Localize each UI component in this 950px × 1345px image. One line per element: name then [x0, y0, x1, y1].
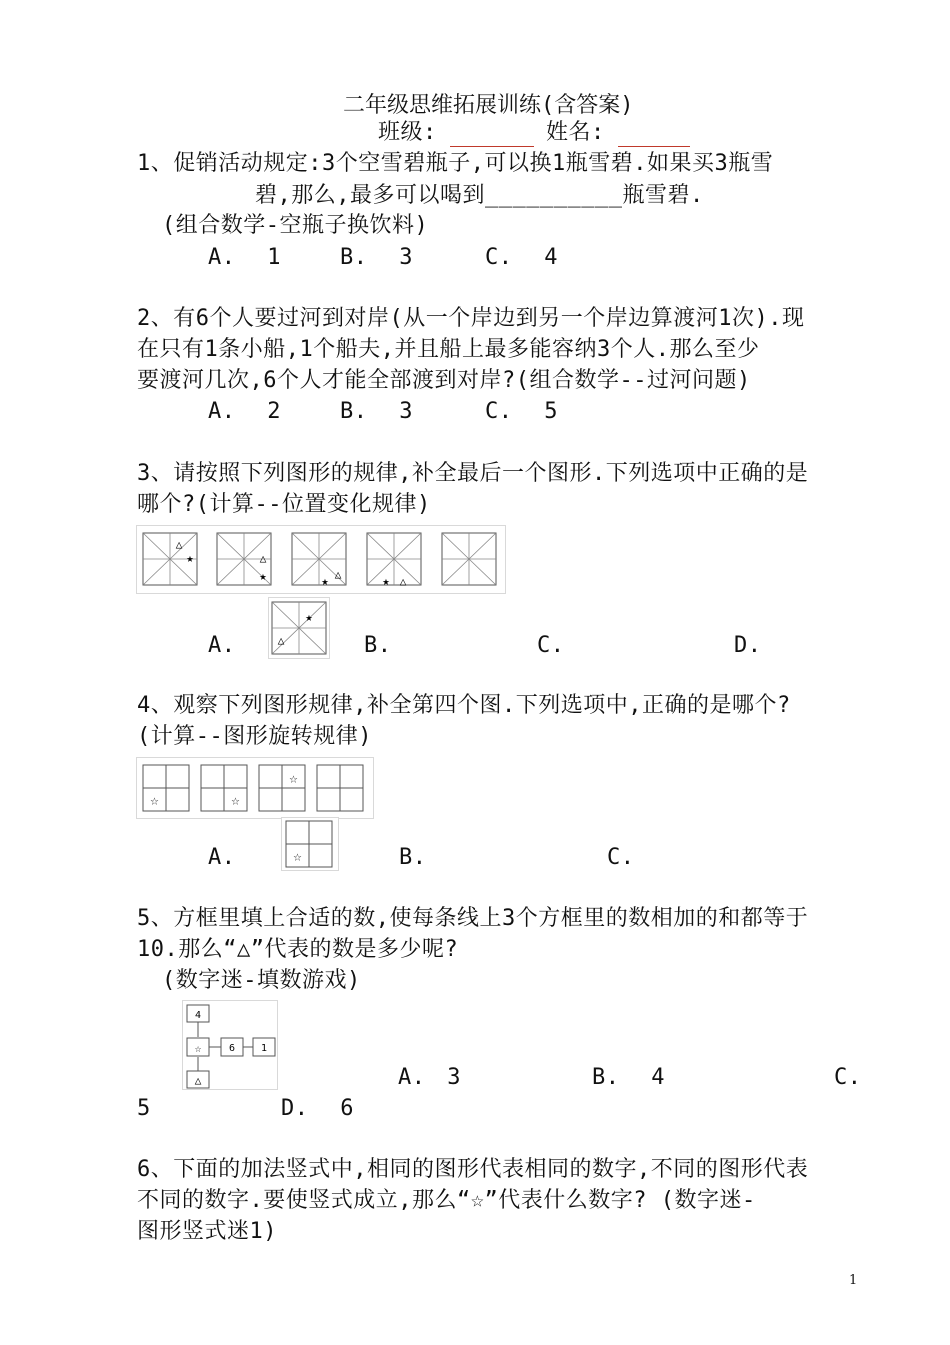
option-value: 3 [399, 245, 413, 270]
q3-option-a-svg [269, 598, 329, 658]
class-label: 班级: [378, 120, 437, 145]
page-number: 1 [849, 1273, 858, 1288]
option-value: 4 [544, 245, 558, 270]
option-label: A. [208, 399, 236, 424]
q4-line2: (计算--图形旋转规律) [137, 724, 372, 749]
q1-option-c[interactable] [485, 242, 558, 274]
q3-option-b[interactable]: B. [364, 633, 392, 658]
q5-option-c[interactable] [834, 1062, 862, 1094]
q5-box-right: 1 [260, 1043, 268, 1054]
q3-pattern-svg [137, 526, 505, 593]
q4-option-b[interactable]: B. [399, 845, 427, 870]
option-label: C. [485, 399, 513, 424]
q3-pattern-cell-2 [217, 533, 271, 585]
q4-line1: 4、观察下列图形规律,补全第四个图.下列选项中,正确的是哪个? [137, 693, 791, 718]
q3-pattern-cell-1 [143, 533, 197, 585]
q4-option-c[interactable]: C. [607, 845, 635, 870]
option-value: 4 [651, 1065, 665, 1090]
q5-line2: 10.那么“△”代表的数是多少呢? [137, 937, 459, 962]
option-value: 3 [399, 399, 413, 424]
star-icon: ★ [321, 574, 329, 588]
q5-box-center: ☆ [194, 1042, 202, 1055]
q3-option-a-figure[interactable] [268, 597, 330, 659]
q5-number-svg [183, 1001, 277, 1089]
q4-option-a-svg [282, 818, 338, 870]
class-blank[interactable] [450, 134, 534, 147]
q3-pattern-cell-3 [292, 533, 346, 588]
q3-option-c[interactable]: C. [537, 633, 565, 658]
option-label: A. [208, 245, 236, 270]
q3-line2: 哪个?(计算--位置变化规律) [137, 492, 431, 517]
option-value: 6 [340, 1096, 354, 1121]
q5-option-d[interactable] [281, 1093, 354, 1125]
star-outline-icon: ☆ [150, 793, 159, 809]
option-label: B. [340, 245, 368, 270]
q5-line1: 5、方框里填上合适的数,使每条线上3个方框里的数相加的和都等于 [137, 906, 809, 931]
option-label: A. [398, 1065, 426, 1090]
page-title: 二年级思维拓展训练(含答案) [343, 93, 634, 118]
star-outline-icon: ☆ [289, 771, 298, 787]
q4-pattern-cell-3 [259, 765, 305, 811]
q1-option-b[interactable] [340, 242, 413, 274]
q5-box-middle: 6 [228, 1043, 236, 1054]
q2-line3: 要渡河几次,6个人才能全部渡到对岸?(组合数学--过河问题) [137, 368, 751, 393]
q5-tag: (数字迷-填数游戏) [162, 968, 361, 993]
q5-box-bottom: △ [194, 1074, 202, 1087]
q2-option-b[interactable] [340, 396, 413, 428]
star-outline-icon: ☆ [231, 793, 240, 809]
triangle-icon: △ [399, 575, 407, 588]
triangle-icon: △ [259, 552, 267, 565]
q3-pattern-cell-4 [367, 533, 421, 588]
option-value: 3 [447, 1065, 461, 1090]
q3-option-d[interactable]: D. [734, 633, 762, 658]
q6-line1: 6、下面的加法竖式中,相同的图形代表相同的数字,不同的图形代表 [137, 1157, 809, 1182]
q5-option-c-value[interactable]: 5 [137, 1096, 151, 1121]
q1-line1: 1、促销活动规定:3个空雪碧瓶子,可以换1瓶雪碧.如果买3瓶雪 [137, 151, 774, 176]
triangle-icon: △ [175, 538, 183, 551]
q4-pattern-svg [137, 758, 373, 818]
option-label: B. [592, 1065, 620, 1090]
q3-pattern-cell-5 [442, 533, 496, 585]
star-icon: ★ [382, 574, 390, 588]
q3-line1: 3、请按照下列图形的规律,补全最后一个图形.下列选项中正确的是 [137, 461, 809, 486]
q3-option-a[interactable]: A. [208, 633, 236, 658]
q2-option-a[interactable] [208, 396, 281, 428]
star-icon: ★ [186, 551, 194, 565]
q5-number-figure [182, 1000, 278, 1090]
q4-option-a-figure[interactable] [281, 817, 339, 871]
q5-option-a[interactable] [398, 1062, 461, 1094]
q2-line1: 2、有6个人要过河到对岸(从一个岸边到另一个岸边算渡河1次).现 [137, 306, 805, 331]
star-outline-icon: ☆ [293, 849, 302, 865]
q4-option-a[interactable]: A. [208, 845, 236, 870]
triangle-icon: △ [277, 634, 285, 647]
option-value: 2 [267, 399, 281, 424]
option-label: C. [485, 245, 513, 270]
star-icon: ★ [305, 610, 313, 624]
star-icon: ★ [259, 569, 267, 583]
name-blank[interactable] [618, 134, 690, 147]
option-label: C. [834, 1065, 862, 1090]
option-value: 5 [544, 399, 558, 424]
q4-pattern-cell-4 [317, 765, 363, 811]
option-label: D. [281, 1096, 309, 1121]
q6-line2: 不同的数字.要使竖式成立,那么“☆”代表什么数字? (数字迷- [137, 1188, 756, 1213]
q4-pattern-figure [136, 757, 374, 819]
q6-line3: 图形竖式迷1) [137, 1219, 277, 1244]
q1-tag: (组合数学-空瓶子换饮料) [162, 213, 429, 238]
triangle-icon: △ [334, 568, 342, 581]
q5-box-top: 4 [194, 1010, 202, 1021]
q1-line2: 碧,那么,最多可以喝到__________瓶雪碧. [255, 183, 704, 208]
q1-option-a[interactable] [208, 242, 281, 274]
q5-option-b[interactable] [592, 1062, 665, 1094]
option-value: 1 [267, 245, 281, 270]
name-label: 姓名: [546, 120, 605, 145]
option-label: B. [340, 399, 368, 424]
q4-pattern-cell-2 [201, 765, 247, 811]
q3-pattern-figure [136, 525, 506, 594]
q2-line2: 在只有1条小船,1个船夫,并且船上最多能容纳3个人.那么至少 [137, 337, 760, 362]
q2-option-c[interactable] [485, 396, 558, 428]
q4-pattern-cell-1 [143, 765, 189, 811]
